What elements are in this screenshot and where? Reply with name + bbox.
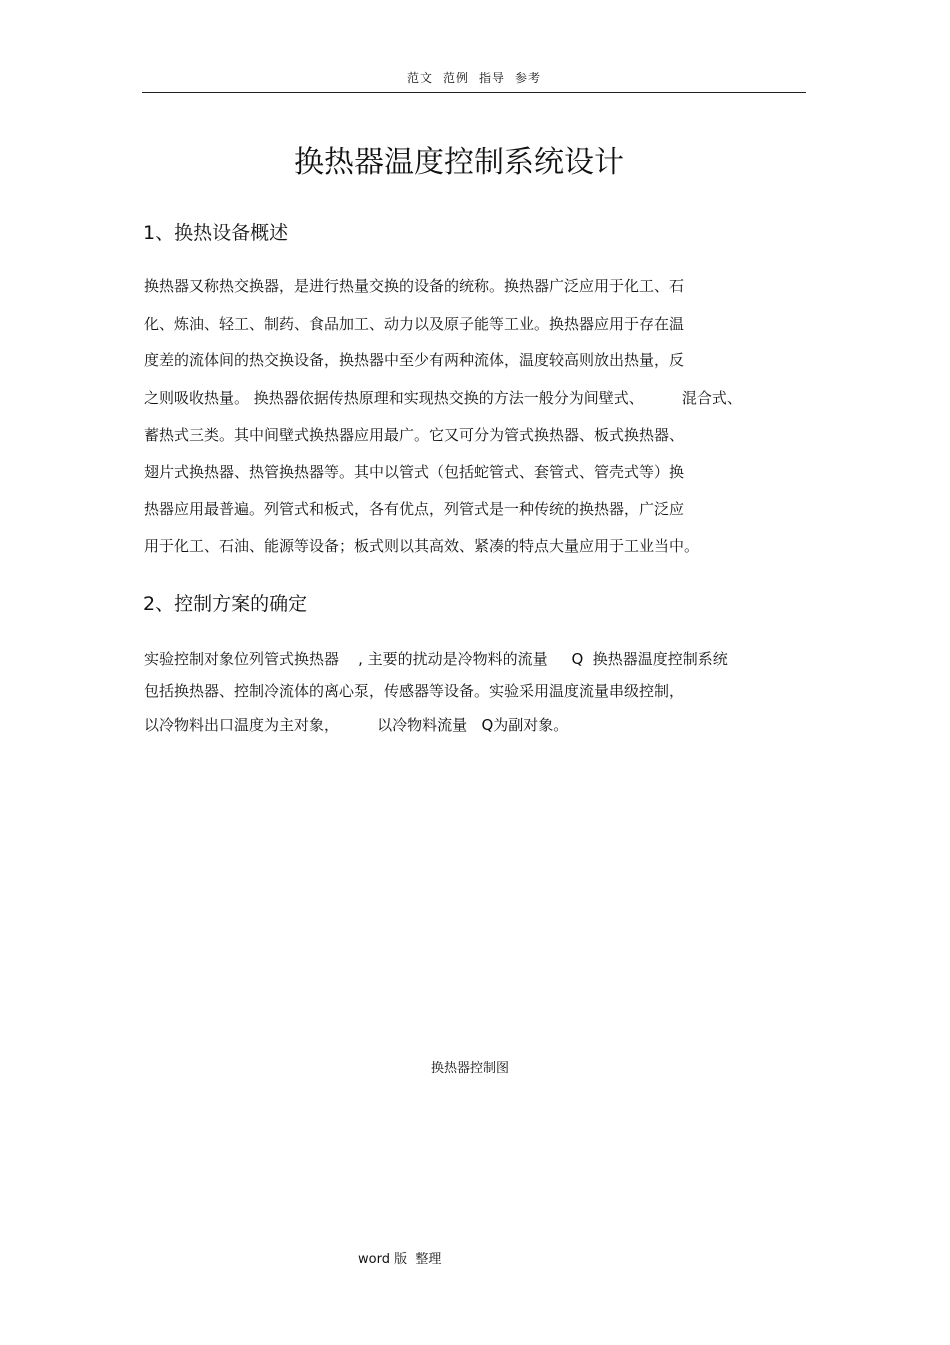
paragraph-line: 之则吸收热量。 换热器依据传热原理和实现热交换的方法一般分为间壁式、 混合式、 [144, 389, 742, 407]
paragraph-line: 热器应用最普遍。列管式和板式，各有优点，列管式是一种传统的换热器，广泛应 [144, 500, 685, 518]
paragraph-line: 化、炼油、轻工、制药、食品加工、动力以及原子能等工业。换热器应用于存在温 [144, 315, 685, 333]
header-item: 范例 [442, 71, 469, 85]
figure-caption: 换热器控制图 [430, 1061, 509, 1076]
header-item: 范文 [406, 71, 433, 85]
paragraph-line: 用于化工、石油、能源等设备；板式则以其高效、紧凑的特点大量应用于工业当中。 [144, 537, 700, 555]
section-heading: 2、控制方案的确定 [143, 593, 308, 615]
paragraph-line: 包括换热器、控制冷流体的离心泵，传感器等设备。实验采用温度流量串级控制， [144, 682, 685, 700]
page-header [142, 68, 806, 93]
header-item: 参考 [515, 71, 542, 85]
paragraph-line: 换热器又称热交换器，是进行热量交换的设备的统称。换热器广泛应用于化工、石 [144, 277, 685, 295]
paragraph-line: 蓄热式三类。其中间壁式换热器应用最广。它又可分为管式换热器、板式换热器、 [144, 426, 685, 444]
section-heading: 1、换热设备概述 [143, 222, 289, 244]
paragraph-line: 翅片式换热器、热管换热器等。其中以管式（包括蛇管式、套管式、管壳式等）换 [144, 463, 685, 481]
document-title: 换热器温度控制系统设计 [294, 145, 624, 180]
paragraph-line: 实验控制对象位列管式换热器 , 主要的扰动是冷物料的流量 Q 换热器温度控制系统 [144, 650, 728, 668]
paragraph-line: 以冷物料出口温度为主对象， 以冷物料流量 Q为副对象。 [144, 716, 569, 734]
paragraph-line: 度差的流体间的热交换设备，换热器中至少有两种流体，温度较高则放出热量，反 [144, 351, 685, 369]
header-item: 指导 [479, 71, 506, 85]
page-footer: word 版 整理 [358, 1252, 442, 1267]
